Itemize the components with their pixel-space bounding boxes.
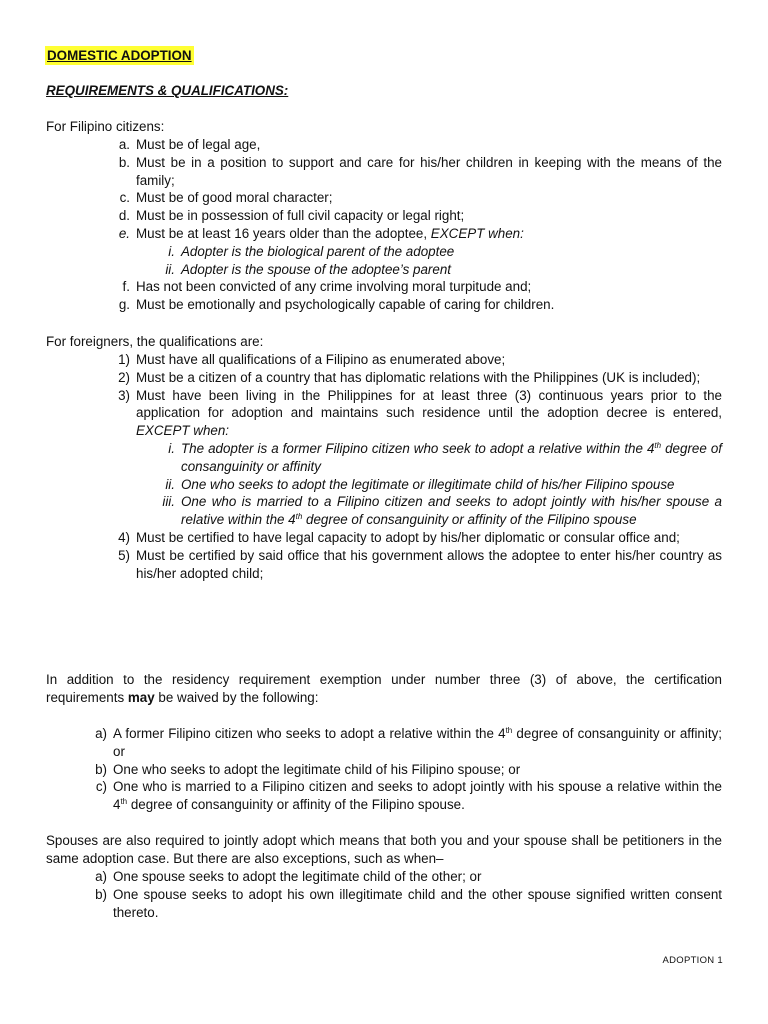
waiver-paragraph: In addition to the residency requirement exemption under number three (3) of above, the certification requirements may be waived by the following: <box>46 672 722 705</box>
list-item: a) One spouse seeks to adopt the legitimate child of the other; or <box>95 869 482 884</box>
list-item: 5) Must be certified by said office that his government allows the adoptee to enter his/her country as his/her adopted child; <box>118 547 722 581</box>
list-item: i. Adopter is the biological parent of the adoptee <box>168 243 455 259</box>
list-item: 4) Must be certified to have legal capacity to adopt by his/her diplomatic or consular office and; <box>118 529 680 545</box>
list-item: c) One who is married to a Filipino citizen and seeks to adopt jointly with his spouse a relative within the 4th degree of consanguinity or affinity of the Filipino spouse. <box>95 779 722 813</box>
list-item: e. Must be at least 16 years older than the adoptee, EXCEPT when: i. Adopter is the biological parent of the adoptee ii. Adopter is the spouse of the adoptee’s parent <box>136 225 722 278</box>
list-item: ii. Adopter is the spouse of the adoptee’s parent <box>165 261 451 277</box>
list-item: b) One who seeks to adopt the legitimate child of his Filipino spouse; or <box>95 761 521 777</box>
list-item: ii. One who seeks to adopt the legitimate or illegitimate child of his/her Filipino spouse <box>165 476 675 492</box>
page-footer: ADOPTION 1 <box>662 955 723 966</box>
list-item: 2) Must be a citizen of a country that has diplomatic relations with the Philippines (UK is included); <box>118 369 701 385</box>
spouses-paragraph: Spouses are also required to jointly adopt which means that both you and your spouse shall be petitioners in the same adoption case. But there are also exceptions, such as when– <box>46 833 722 866</box>
foreigner-requirements-list <box>118 351 722 582</box>
list-item: b. Must be in a position to support and care for his/her children in keeping with the means of the family; <box>118 154 722 188</box>
list-item: 3) Must have been living in the Philippines for at least three (3) continuous years prior to the application for adoption and maintains such residence until the adoption decree is entered, EXCEPT when: i. The adopter is a former Filipino citizen who seek to adopt a relative within the 4th degree of consanguinity or affinity ii. One who seeks to adopt the legitimate or illegitimate child of his/her Filipino spouse iii. One who is married to a Filipino citizen and seeks to adopt jointly with his/her spouse a relative within the 4th degree of consanguinity or affinity of the Filipino spouse <box>118 387 722 528</box>
age-exception-list <box>165 243 722 279</box>
list-item: a. Must be of legal age, <box>118 137 261 152</box>
list-item: iii. One who is married to a Filipino citizen and seeks to adopt jointly with his/her spouse a relative within the 4th degree of consanguinity or affinity of the Filipino spouse <box>162 494 722 528</box>
list-item: 1) Must have all qualifications of a Filipino as enumerated above; <box>118 352 506 367</box>
page-title: DOMESTIC ADOPTION <box>47 48 192 63</box>
list-item: f. Has not been convicted of any crime involving moral turpitude and; <box>122 279 532 295</box>
list-item: c. Must be of good moral character; <box>119 190 333 206</box>
section-heading: REQUIREMENTS & QUALIFICATIONS: <box>46 83 289 98</box>
foreigner-intro: For foreigners, the qualifications are: <box>46 334 264 349</box>
filipino-intro: For Filipino citizens: <box>46 119 165 134</box>
list-item: i. The adopter is a former Filipino citizen who seek to adopt a relative within the 4th degree of consanguinity or affinity <box>168 440 722 474</box>
waiver-list <box>95 725 722 814</box>
list-item: g. Must be emotionally and psychologically capable of caring for children. <box>118 297 555 313</box>
residency-exception-list <box>162 440 722 529</box>
list-item: b) One spouse seeks to adopt his own illegitimate child and the other spouse signified written consent thereto. <box>95 886 722 920</box>
list-item: a) A former Filipino citizen who seeks to adopt a relative within the 4th degree of consanguinity or affinity; or <box>95 726 722 759</box>
spouses-exception-list <box>95 868 722 921</box>
filipino-requirements-list <box>118 136 722 314</box>
list-item: d. Must be in possession of full civil capacity or legal right; <box>118 208 465 224</box>
